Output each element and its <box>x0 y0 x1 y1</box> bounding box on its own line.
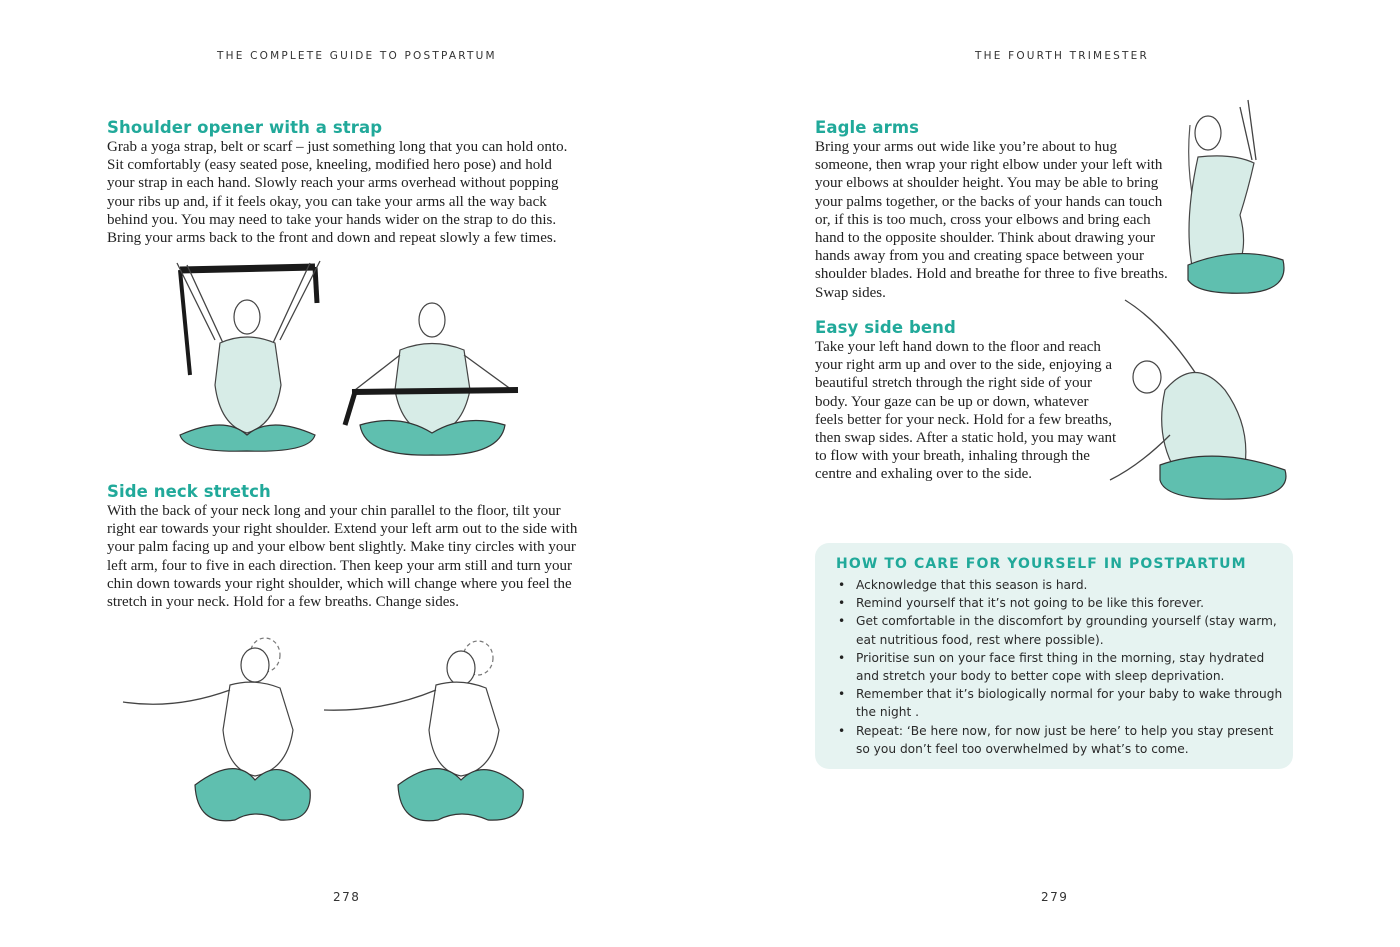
postpartum-care-tips-box <box>815 543 1293 769</box>
neck-stretch-illustration-2 <box>318 630 533 830</box>
side-bend-illustration <box>1105 295 1300 505</box>
left-page-number: 278 <box>333 890 361 904</box>
tip-item: • Prioritise sun on your face first thing in the morning, stay hydrated and stretch your body to better cope with sleep deprivation. <box>836 649 1286 685</box>
neck-stretch-illustration-1 <box>115 630 330 830</box>
right-running-head: THE FOURTH TRIMESTER <box>975 50 1149 62</box>
section-title-side-neck-stretch: Side neck stretch <box>107 482 271 501</box>
right-page-number: 279 <box>1041 890 1069 904</box>
eagle-arms-illustration <box>1178 95 1293 300</box>
section-title-eagle-arms: Eagle arms <box>815 118 920 137</box>
tip-item: • Remember that it’s biologically normal for your baby to wake through the night . <box>836 685 1286 721</box>
tip-item: • Repeat: ‘Be here now, for now just be here’ to help you stay present so you don’t feel too overwhelmed by what’s to come. <box>836 722 1286 758</box>
left-running-head: THE COMPLETE GUIDE TO POSTPARTUM <box>217 50 497 62</box>
section-body-shoulder-opener: Grab a yoga strap, belt or scarf – just something long that you can hold onto. Sit comfortably (easy seated pose, kneeling, modified hero pose) and hold your strap in each hand. Slowly reach your arms overhead without popping your ribs up and, if it feels okay, you can take your arms all the way back behind you. You may need to take your hands wider on the strap to do this. Bring your arms back to the front and down and repeat slowly a few times. <box>107 139 568 247</box>
section-body-eagle-arms: Bring your arms out wide like you’re about to hug someone, then wrap your right elbow under your left with your elbows at shoulder height. You may be able to bring your palms together, or the backs of your hands can touch or, if this is too much, cross your elbows and bring each hand to the opposite shoulder. Think about drawing your hands away from you and creating space between your shoulder blades. Hold and breathe for three to five breaths. Swap sides. <box>815 139 1168 301</box>
tip-item: • Get comfortable in the discomfort by grounding yourself (stay warm, eat nutritious food, rest where possible). <box>836 612 1286 648</box>
strap-forward-illustration <box>340 295 530 465</box>
tips-title: HOW TO CARE FOR YOURSELF IN POSTPARTUM <box>836 556 1247 572</box>
tip-item: • Remind yourself that it’s not going to be like this forever. <box>836 594 1286 612</box>
section-body-side-neck-stretch: With the back of your neck long and your chin parallel to the floor, tilt your right ear towards your right shoulder. Extend your left arm out to the side with your palm facing up and your elbow bent slightly. Make tiny circles with your left arm, four to five in each direction. Then keep your arm still and turn your chin down towards your right shoulder, which will change where you feel the stretch in your neck. Hold for a few breaths. Change sides. <box>107 503 578 611</box>
section-title-shoulder-opener: Shoulder opener with a strap <box>107 118 383 137</box>
strap-overhead-illustration <box>165 255 335 465</box>
tips-list <box>836 576 1286 758</box>
section-title-easy-side-bend: Easy side bend <box>815 318 956 337</box>
tip-item: • Acknowledge that this season is hard. <box>836 576 1286 594</box>
section-body-easy-side-bend: Take your left hand down to the floor and reach your right arm up and over to the side, enjoying a beautiful stretch through the right side of your body. Your gaze can be up or down, whatever feels better for your neck. Hold for a few breaths, then swap sides. After a static hold, you may want to flow with your breath, inhaling through the centre and exhaling over to the side. <box>815 339 1117 483</box>
